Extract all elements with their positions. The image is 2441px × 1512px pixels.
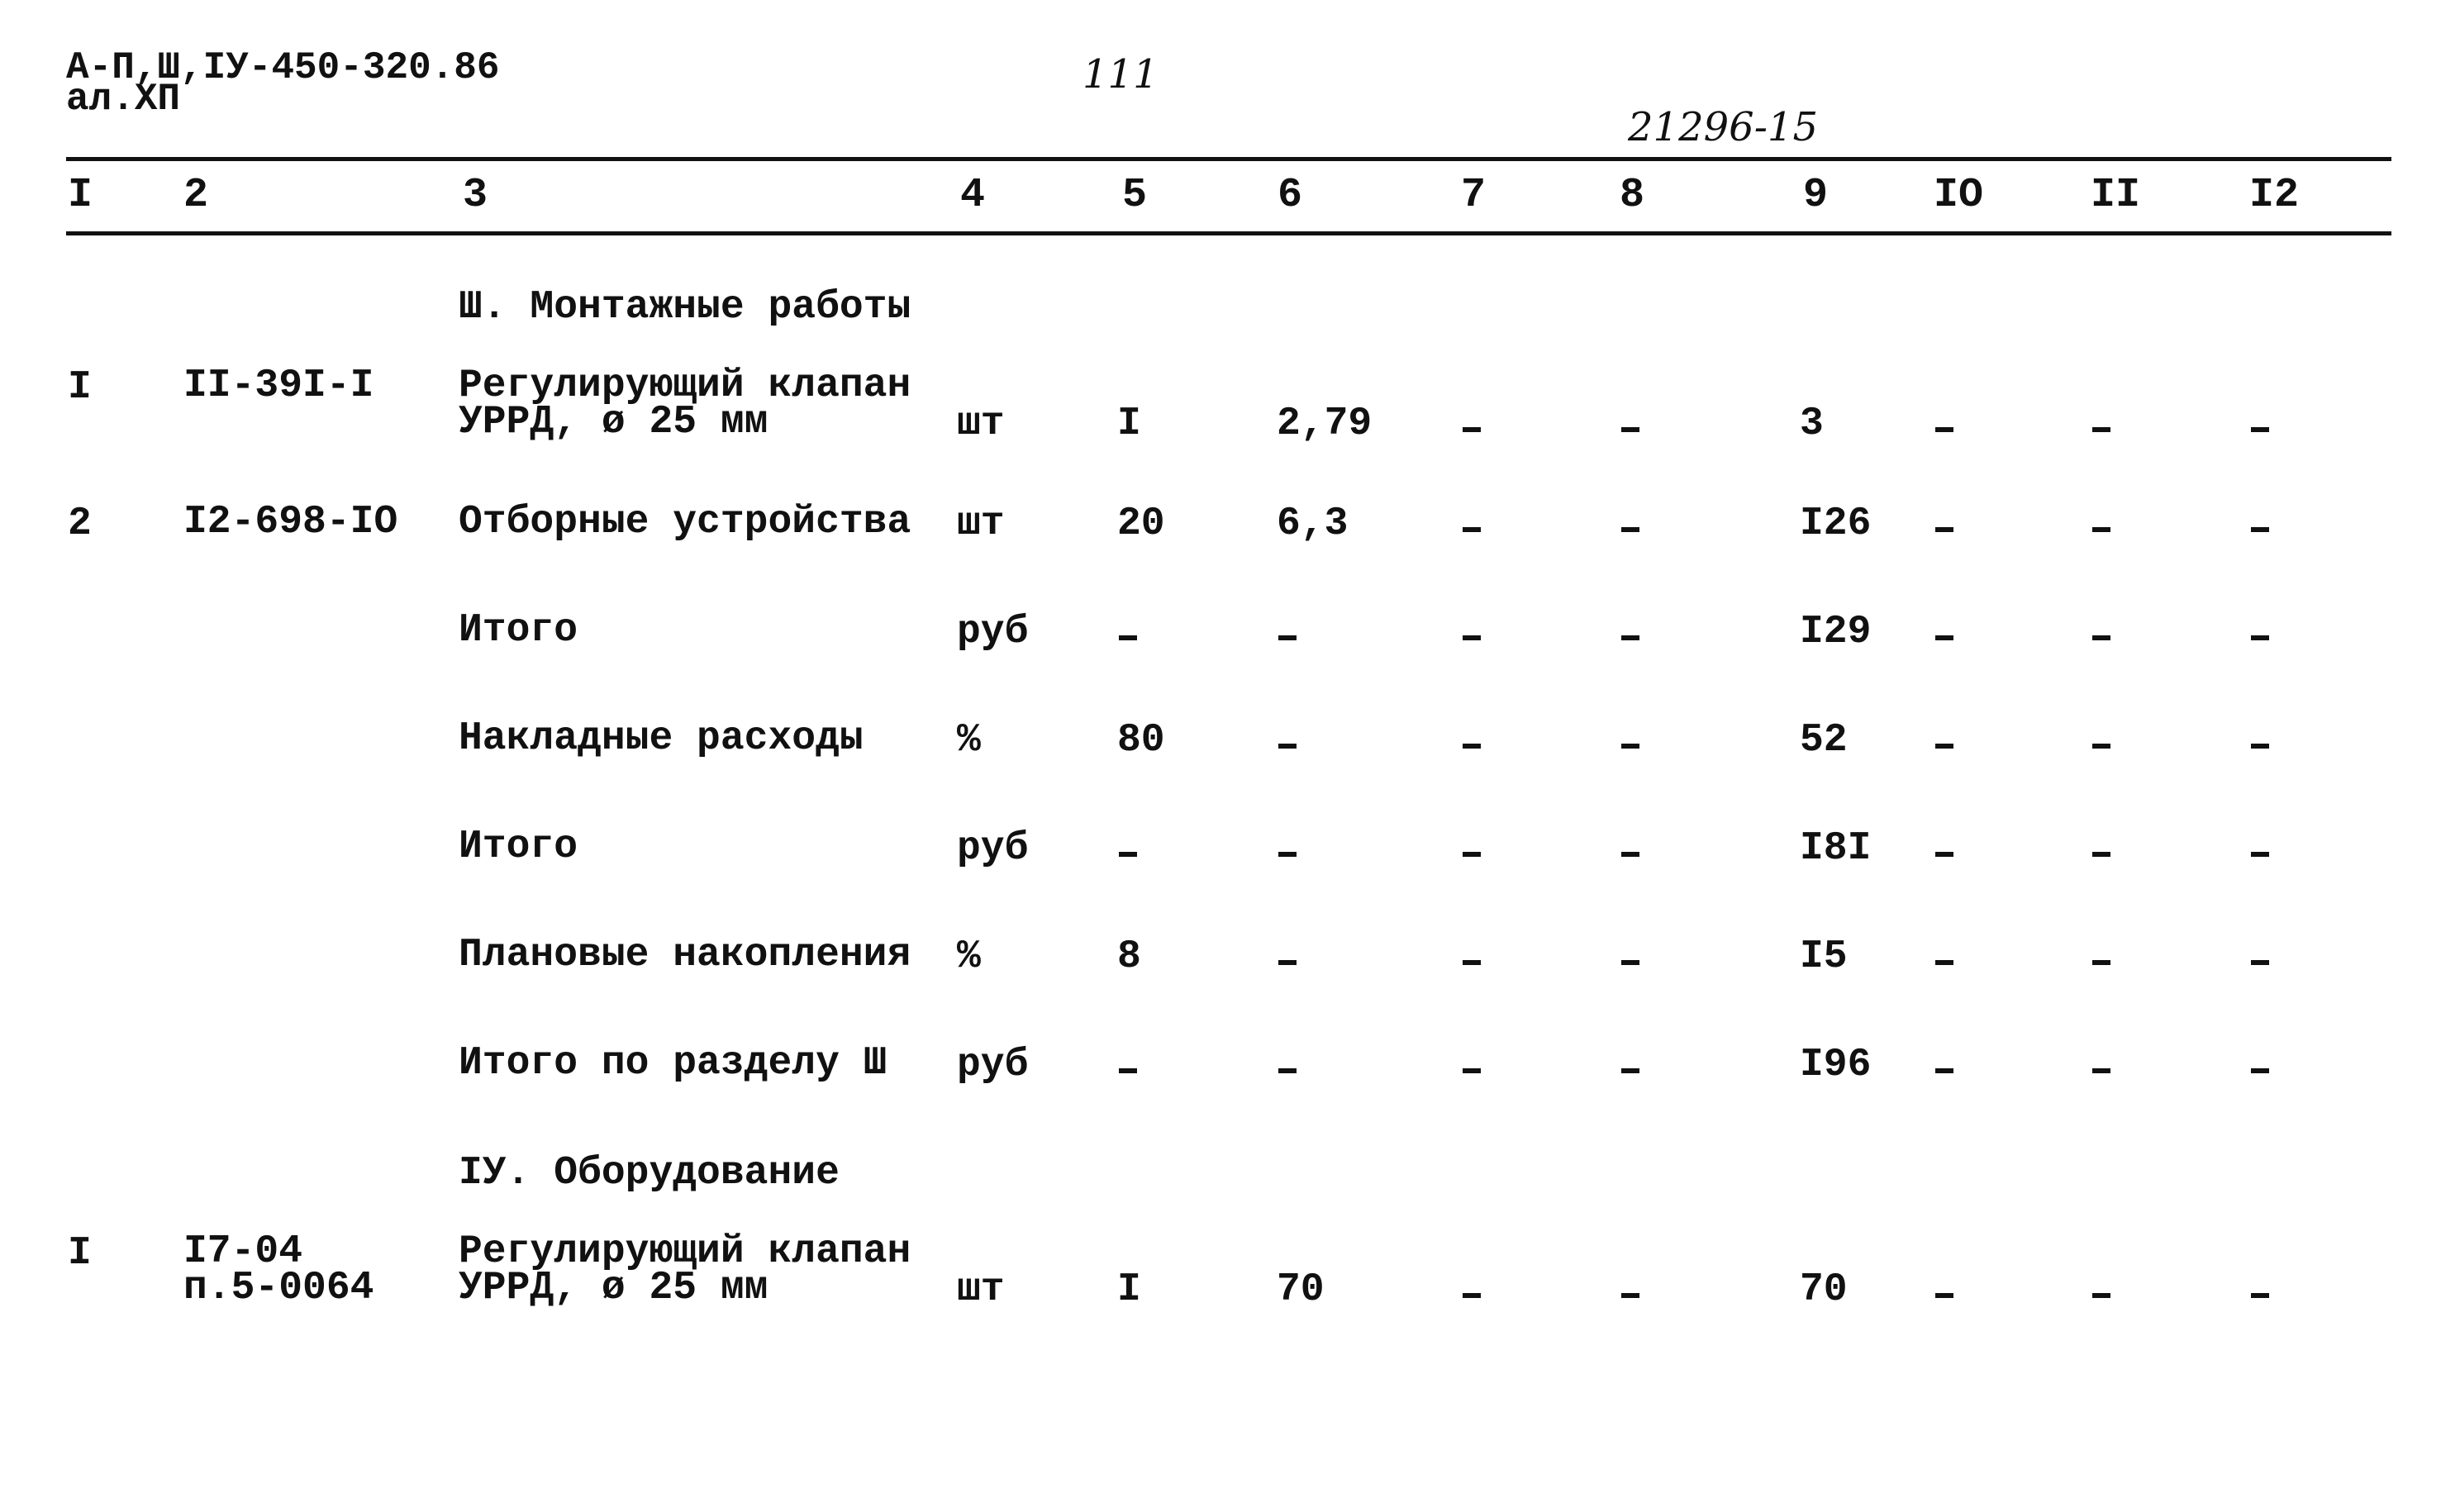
cell-c9: 52 bbox=[1800, 718, 1848, 763]
dash-mark bbox=[2092, 1293, 2110, 1298]
cell-c9: I29 bbox=[1800, 610, 1872, 654]
row-code-line: п.5-0064 bbox=[183, 1266, 374, 1310]
row-name-line: Плановые накопления bbox=[459, 933, 911, 977]
document-code-line2: ал.XП bbox=[66, 78, 181, 121]
dash-mark bbox=[2092, 744, 2110, 749]
dash-mark bbox=[1935, 1068, 1953, 1073]
dash-mark bbox=[1621, 744, 1639, 749]
dash-mark bbox=[2092, 635, 2110, 640]
column-number: 6 bbox=[1278, 172, 1303, 219]
row-code bbox=[183, 1229, 374, 1310]
row-name-line: Накладные расходы bbox=[459, 716, 864, 761]
dash-mark bbox=[2092, 427, 2110, 432]
row-name-line: Итого по разделу Ш bbox=[459, 1041, 887, 1086]
row-name bbox=[459, 1229, 911, 1310]
row-name-line: Итого bbox=[459, 825, 578, 869]
dash-mark bbox=[2092, 1068, 2110, 1073]
dash-mark bbox=[2251, 527, 2269, 532]
page-mark: 111 bbox=[1083, 51, 1159, 97]
dash-mark bbox=[1621, 1068, 1639, 1073]
row-unit: руб bbox=[957, 610, 1029, 654]
row-name bbox=[459, 825, 578, 869]
row-name bbox=[459, 933, 911, 977]
dash-mark bbox=[1935, 852, 1953, 857]
dash-mark bbox=[2251, 1293, 2269, 1298]
row-unit: шт bbox=[957, 502, 1005, 546]
document-code bbox=[66, 48, 500, 119]
dash-mark bbox=[1935, 960, 1953, 965]
dash-mark bbox=[1463, 527, 1481, 532]
row-name bbox=[459, 364, 911, 445]
row-name-line: Отборные устройства bbox=[459, 500, 911, 544]
dash-mark bbox=[1278, 852, 1297, 857]
dash-mark bbox=[1278, 1068, 1297, 1073]
dash-mark bbox=[1278, 635, 1297, 640]
cell-c5: I bbox=[1117, 1267, 1141, 1312]
row-code-line: I2-698-IO bbox=[183, 500, 398, 544]
row-name bbox=[459, 500, 911, 544]
row-unit: % bbox=[957, 718, 981, 763]
column-number: I bbox=[68, 172, 93, 219]
column-number: 9 bbox=[1803, 172, 1829, 219]
dash-mark bbox=[2092, 527, 2110, 532]
row-code-line: I7-04 bbox=[183, 1229, 303, 1274]
cell-c9: I26 bbox=[1800, 502, 1872, 546]
dash-mark bbox=[1463, 744, 1481, 749]
column-number: 2 bbox=[183, 172, 209, 219]
row-name bbox=[459, 608, 578, 653]
row-code bbox=[183, 500, 398, 544]
cell-c5: I bbox=[1117, 402, 1141, 446]
section-title: IУ. Оборудование bbox=[459, 1151, 840, 1196]
dash-mark bbox=[1119, 852, 1137, 857]
row-code bbox=[183, 364, 374, 408]
cell-c5: 80 bbox=[1117, 718, 1165, 763]
dash-mark bbox=[1935, 427, 1953, 432]
column-number: 8 bbox=[1620, 172, 1645, 219]
cell-c6: 6,3 bbox=[1277, 502, 1349, 546]
dash-mark bbox=[1119, 635, 1137, 640]
dash-mark bbox=[1463, 960, 1481, 965]
document-number: 21296-15 bbox=[1628, 104, 1818, 150]
row-name-line: Регулирующий клапан bbox=[459, 1229, 911, 1274]
header-rule-top bbox=[66, 157, 2391, 161]
row-name-line: Итого bbox=[459, 608, 578, 653]
dash-mark bbox=[1278, 744, 1297, 749]
cell-c9: 70 bbox=[1800, 1267, 1848, 1312]
column-number: 5 bbox=[1122, 172, 1148, 219]
dash-mark bbox=[2092, 852, 2110, 857]
dash-mark bbox=[1463, 427, 1481, 432]
row-unit: шт bbox=[957, 1267, 1005, 1312]
row-code-line: II-39I-I bbox=[183, 364, 374, 408]
row-name bbox=[459, 1041, 887, 1086]
dash-mark bbox=[1935, 527, 1953, 532]
dash-mark bbox=[1935, 744, 1953, 749]
dash-mark bbox=[1621, 427, 1639, 432]
cell-c9: I8I bbox=[1800, 826, 1872, 871]
column-number: 7 bbox=[1461, 172, 1487, 219]
dash-mark bbox=[1119, 1068, 1137, 1073]
column-number: I2 bbox=[2249, 172, 2300, 219]
cell-c5: 8 bbox=[1117, 934, 1141, 979]
dash-mark bbox=[2251, 635, 2269, 640]
row-name-line: Регулирующий клапан bbox=[459, 364, 911, 408]
row-unit: % bbox=[957, 934, 981, 979]
cell-c6: 70 bbox=[1277, 1267, 1325, 1312]
cell-c6: 2,79 bbox=[1277, 402, 1373, 446]
cell-c9: 3 bbox=[1800, 402, 1824, 446]
column-number: 4 bbox=[960, 172, 986, 219]
dash-mark bbox=[1463, 852, 1481, 857]
document-code-line1: А-П,Ш,IУ-450-320.86 bbox=[66, 46, 500, 89]
cell-c5: 20 bbox=[1117, 502, 1165, 546]
dash-mark bbox=[1935, 1293, 1953, 1298]
dash-mark bbox=[2251, 427, 2269, 432]
cell-c9: I96 bbox=[1800, 1043, 1872, 1087]
dash-mark bbox=[2251, 852, 2269, 857]
dash-mark bbox=[1621, 1293, 1639, 1298]
row-name bbox=[459, 716, 864, 761]
dash-mark bbox=[1463, 1293, 1481, 1298]
dash-mark bbox=[1935, 635, 1953, 640]
row-number: I bbox=[68, 365, 92, 410]
column-number: II bbox=[2091, 172, 2141, 219]
dash-mark bbox=[1621, 635, 1639, 640]
row-unit: руб bbox=[957, 826, 1029, 871]
dash-mark bbox=[1278, 960, 1297, 965]
dash-mark bbox=[2251, 960, 2269, 965]
row-number: I bbox=[68, 1231, 92, 1276]
dash-mark bbox=[1463, 635, 1481, 640]
dash-mark bbox=[1621, 527, 1639, 532]
row-name-line: УРРД, ø 25 мм bbox=[459, 1266, 768, 1310]
dash-mark bbox=[2092, 960, 2110, 965]
dash-mark bbox=[1463, 1068, 1481, 1073]
dash-mark bbox=[2251, 1068, 2269, 1073]
column-number: 3 bbox=[463, 172, 488, 219]
dash-mark bbox=[1621, 960, 1639, 965]
row-unit: шт bbox=[957, 402, 1005, 446]
dash-mark bbox=[1621, 852, 1639, 857]
column-number: IO bbox=[1934, 172, 1984, 219]
header-rule-bottom bbox=[66, 231, 2391, 235]
row-name-line: УРРД, ø 25 мм bbox=[459, 400, 768, 445]
section-title: Ш. Монтажные работы bbox=[459, 285, 911, 330]
row-unit: руб bbox=[957, 1043, 1029, 1087]
dash-mark bbox=[2251, 744, 2269, 749]
row-number: 2 bbox=[68, 502, 92, 546]
cell-c9: I5 bbox=[1800, 934, 1848, 979]
